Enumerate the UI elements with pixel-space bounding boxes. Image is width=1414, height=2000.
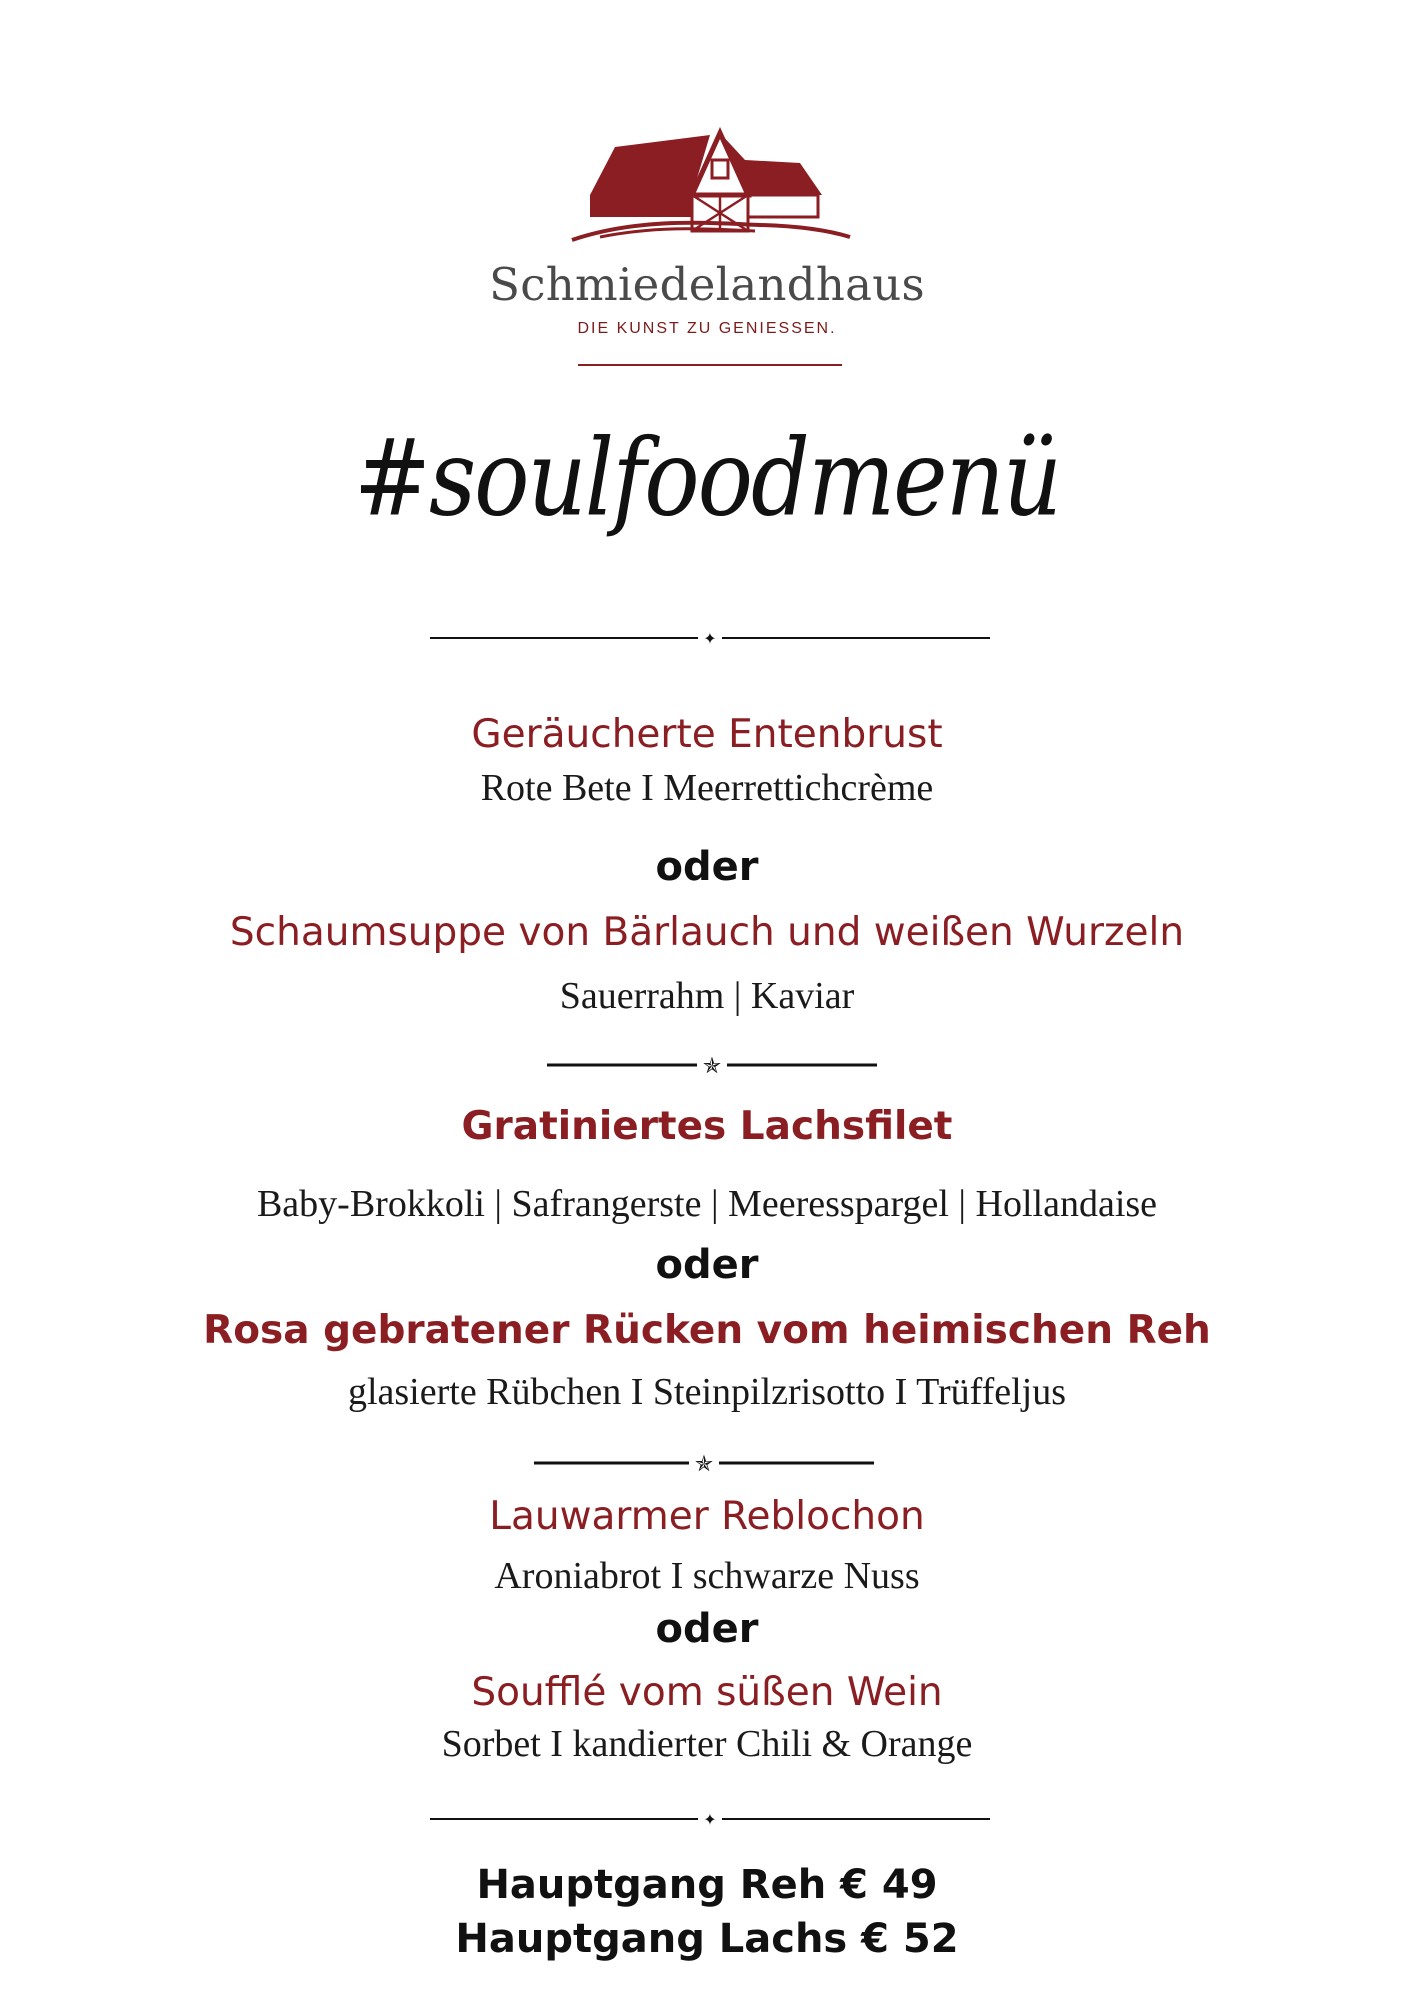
dessert-option-1-title: Lauwarmer Reblochon — [489, 1494, 925, 1539]
main-option-2-title: Rosa gebratener Rücken vom heimischen Reh — [203, 1308, 1211, 1353]
main-option-1-description: Baby-Brokkoli | Safrangerste | Meeresspargel | Hollandaise — [256, 1183, 1158, 1225]
svg-text:✯: ✯ — [694, 1452, 714, 1477]
price-main-venison: Hauptgang Reh € 49 — [476, 1862, 938, 1908]
farmhouse-logo-icon — [560, 125, 860, 250]
starter-option-2-title: Schaumsuppe von Bärlauch und weißen Wurzeln — [229, 910, 1185, 955]
ornament-divider — [547, 1050, 877, 1080]
ornament-divider — [430, 1805, 990, 1833]
menu-script-title: #soulfoodmenü — [353, 416, 1061, 541]
svg-text:✯: ✯ — [702, 1054, 722, 1079]
brand-name: Schmiedelandhaus — [489, 258, 925, 311]
dessert-option-1-description: Aroniabrot I schwarze Nuss — [494, 1555, 920, 1597]
ornament-divider — [430, 624, 990, 652]
main-option-2-description: glasierte Rübchen I Steinpilzrisotto I Trüffeljus — [347, 1371, 1067, 1413]
ornament-divider — [534, 1448, 874, 1478]
price-main-salmon: Hauptgang Lachs € 52 — [455, 1916, 959, 1962]
starter-option-1-title: Geräucherte Entenbrust — [471, 712, 943, 757]
dessert-or-label: oder — [655, 1606, 759, 1652]
starter-or-label: oder — [655, 844, 759, 890]
starter-option-1-description: Rote Bete I Meerrettichcrème — [480, 767, 934, 809]
brand-underline — [578, 364, 842, 366]
main-option-1-title: Gratiniertes Lachsfilet — [461, 1104, 953, 1149]
main-or-label: oder — [655, 1242, 759, 1288]
dessert-option-2-description: Sorbet I kandierter Chili & Orange — [441, 1723, 973, 1765]
svg-text:✦: ✦ — [703, 629, 717, 648]
starter-option-2-description: Sauerrahm | Kaviar — [559, 975, 855, 1017]
brand-tagline: DIE KUNST ZU GENIESSEN. — [577, 320, 837, 337]
svg-text:✦: ✦ — [703, 1810, 717, 1829]
dessert-option-2-title: Soufflé vom süßen Wein — [471, 1670, 943, 1715]
